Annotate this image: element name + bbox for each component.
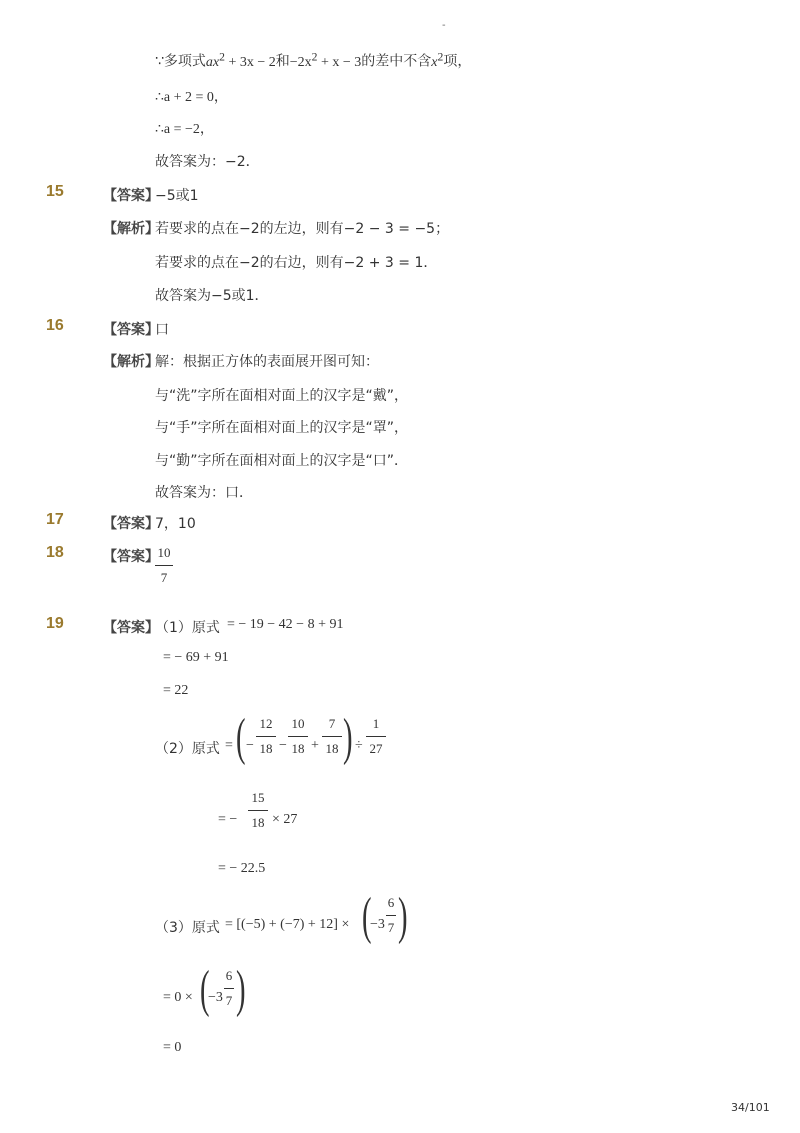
q19-part2-frac-2-bar — [288, 736, 308, 737]
q18-fraction-bar — [155, 565, 173, 566]
q19-part2-frac-2-den: 18 — [291, 741, 305, 756]
q14-l1-math-5 — [431, 50, 444, 70]
q17-number: 17 — [46, 511, 64, 528]
q14-l1-math-1 — [205, 50, 276, 70]
q18-answer-tag: 【答案】 — [103, 549, 159, 565]
q19-part2-step3: = − 22.5 — [218, 861, 266, 876]
q19-part2-frac-4 — [366, 716, 386, 757]
q14-l1-math-4: + x − 3 — [317, 54, 362, 70]
q19-part2-step2-frac — [248, 790, 268, 831]
q18-numerator: 10 — [157, 545, 171, 560]
q19-part3-expr: = [(−5) + (−7) + 12] × — [225, 917, 350, 932]
q19-part3-step2-frac — [224, 968, 234, 1009]
q14-l1-var-ax: ax — [205, 54, 220, 70]
q14-l1-var-2x: −2x — [289, 54, 312, 70]
q14-l1-math-2: + 3x − 2 — [224, 54, 276, 70]
q19-part2-step2-frac-bar — [248, 810, 268, 811]
q14-line-4: 故答案为：−2． — [155, 154, 260, 170]
q19-part3-step2-right-paren: ) — [236, 961, 246, 1018]
q15-analysis-tag: 【解析】 — [103, 221, 159, 237]
q14-line-3: ∴a = −2， — [155, 122, 214, 137]
q19-part3-label: （3）原式 — [155, 920, 220, 936]
q19-part2-step2-frac-den: 18 — [251, 815, 265, 830]
q19-part2-frac-3-den: 18 — [325, 741, 339, 756]
q19-part2-frac-3-bar — [322, 736, 342, 737]
q15-line-2: 若要求的点在−2的右边，则有−2 + 3 = 1． — [155, 255, 438, 271]
q19-part3-left-paren: ( — [362, 888, 372, 945]
q15-line-3: 故答案为−5或1． — [155, 288, 269, 304]
q19-part3-frac — [386, 895, 396, 936]
q19-part1-label: （1）原式 — [155, 620, 220, 636]
q19-part2-step2-frac-num: 15 — [251, 790, 265, 805]
q19-part2-frac-1-bar — [256, 736, 276, 737]
q19-part2-frac-4-den: 27 — [369, 741, 383, 756]
q14-l1-var-x: x — [431, 54, 438, 70]
q15-answer-tag: 【答案】 — [103, 188, 159, 204]
q16-line-2: 与“洗”字所在面相对面上的汉字是“戴”， — [155, 388, 409, 404]
q19-part2-right-paren: ) — [343, 709, 353, 766]
q16-answer-tag: 【答案】 — [103, 322, 159, 338]
q19-part2-frac-1-den: 18 — [259, 741, 273, 756]
q19-part2-frac-4-bar — [366, 736, 386, 737]
q15-answer: −5或1 — [155, 188, 199, 204]
q19-answer-tag: 【答案】 — [103, 620, 159, 636]
q14-line-2: ∴a + 2 = 0， — [155, 90, 228, 105]
q19-part2-step2-prefix: = − — [218, 812, 238, 827]
q19-part2-step2-tail: × 27 — [272, 812, 298, 827]
q14-l1-text-a: ∵多项式 — [155, 53, 206, 70]
q17-answer-tag: 【答案】 — [103, 516, 159, 532]
q19-part2-frac-1-num: 12 — [259, 716, 273, 731]
q16-line-3: 与“手”字所在面相对面上的汉字是“罩”， — [155, 420, 409, 436]
q18-fraction — [155, 545, 173, 586]
q19-part3-right-paren: ) — [398, 888, 408, 945]
q16-line-5: 故答案为：口． — [155, 485, 253, 501]
q19-part3-step2-frac-bar — [224, 988, 234, 989]
q19-part2-frac-1 — [256, 716, 276, 757]
q19-part3-step2-frac-den: 7 — [225, 993, 233, 1008]
q18-number: 18 — [46, 544, 64, 561]
page-top-mark: - — [442, 20, 446, 31]
q19-part3-frac-bar — [386, 915, 396, 916]
q16-line-1: 解：根据正方体的表面展开图可知： — [155, 354, 379, 370]
q14-l1-exp-1: 2 — [219, 50, 225, 63]
q19-part2-label: （2）原式 — [155, 741, 220, 757]
q19-part2-plus: + — [311, 738, 319, 753]
q19-part3-step2-inner: −3 — [208, 990, 223, 1005]
q19-part2-frac-4-num: 1 — [372, 716, 380, 731]
q19-part2-divide: ÷ — [355, 738, 363, 753]
q14-l1-text-b: 和 — [275, 53, 290, 70]
q15-number: 15 — [46, 183, 64, 200]
q19-part3-step2-prefix: = 0 × — [163, 990, 193, 1005]
q19-part3-inner: −3 — [370, 917, 385, 932]
q17-answer: 7，10 — [155, 516, 196, 532]
q14-l1-text-d: 项， — [443, 53, 472, 70]
q14-line-1 — [155, 50, 471, 71]
q19-number: 19 — [46, 615, 64, 632]
q19-part3-step2-left-paren: ( — [200, 961, 210, 1018]
q19-part2-frac-3 — [322, 716, 342, 757]
q19-part2-frac-3-num: 7 — [328, 716, 336, 731]
q14-l1-math-3 — [289, 50, 362, 70]
q18-denominator: 7 — [160, 570, 168, 585]
q19-part3-step3: = 0 — [163, 1040, 182, 1055]
q19-part3-step2-frac-num: 6 — [225, 968, 233, 983]
q19-part2-frac-2-num: 10 — [291, 716, 305, 731]
q19-part2-equals: = — [225, 738, 233, 753]
q19-part3-frac-num: 6 — [387, 895, 395, 910]
q19-part2-frac-2 — [288, 716, 308, 757]
q19-part1-expr: = − 19 − 42 − 8 + 91 — [227, 617, 344, 632]
q14-l1-exp-3: 2 — [437, 50, 444, 63]
q19-part1-step2: = − 69 + 91 — [163, 650, 229, 665]
q19-part2-left-paren: ( — [236, 709, 246, 766]
q16-line-4: 与“勤”字所在面相对面上的汉字是“口”． — [155, 453, 409, 469]
q16-answer: 口 — [155, 322, 169, 338]
q16-analysis-tag: 【解析】 — [103, 354, 159, 370]
q19-part1-step3: = 22 — [163, 683, 189, 698]
q16-number: 16 — [46, 317, 64, 334]
q19-part3-frac-den: 7 — [387, 920, 395, 935]
q14-l1-exp-2: 2 — [311, 50, 318, 63]
q19-part2-minus-1: − — [246, 738, 254, 753]
page-number: 34/101 — [731, 1101, 770, 1114]
q19-part2-minus-2: − — [279, 738, 287, 753]
q14-l1-text-c: 的差中不含 — [361, 53, 432, 70]
q15-line-1: 若要求的点在−2的左边，则有−2 − 3 = −5； — [155, 221, 450, 237]
